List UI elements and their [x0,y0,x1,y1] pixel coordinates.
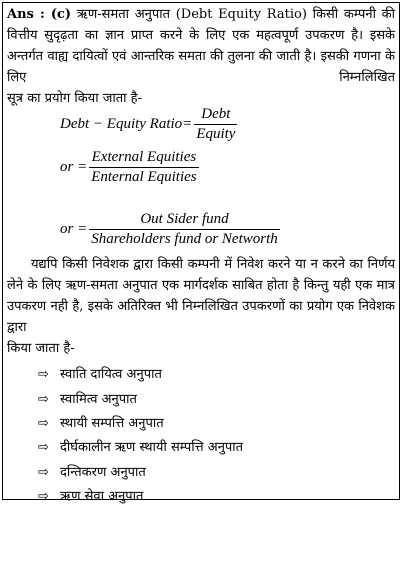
formula-denominator: Equity [196,126,236,142]
body-line: यद्यपि किसी निवेशक द्वारा किसी कम्पनी में निवेश करने या न [31,257,318,272]
formula-lhs: or = [60,159,88,175]
intro-line: समता की तुलना की जाती है। इसकी गणना के लिए निम्नलिखित [7,49,395,85]
formula-lhs: or = [60,221,88,237]
right-arrow-icon: ⇨ [38,489,49,505]
right-arrow-icon: ⇨ [38,440,49,456]
formula-lhs: Debt − Equity Ratio= [60,116,193,132]
formula-denominator: Shareholders fund or Networth [91,231,278,247]
list-item-label: दन्तिकरण अनुपात [60,464,146,480]
body-line: करने का निर्णय लेने के लिए ऋण-समता अनुपात एक मार्गदर्शक [7,257,396,293]
list-item [38,485,243,509]
intro-line: कम्पनी की वित्तीय सुदृढ़ता का ज्ञान प्राप्त करने के लिए एक [7,7,395,43]
list-item-label: स्वाति दायित्व अनुपात [60,367,162,383]
answer-label: Ans : (c) [7,7,72,22]
formula-denominator: Enternal Equities [91,169,197,185]
intro-line: ऋण-समता अनुपात (Debt Equity Ratio) किसी [76,7,339,22]
list-item [38,387,243,411]
intro-line: सूत्र का प्रयोग किया जाता है- [7,91,142,106]
formula-numerator: Out Sider fund [140,211,229,227]
intro-paragraph [7,4,395,109]
list-item [38,363,243,387]
list-item-label: स्थायी सम्पत्ति अनुपात [60,415,164,431]
formula-external-equities [60,149,199,186]
answer-box [2,2,400,505]
list-item [38,436,243,460]
right-arrow-icon: ⇨ [38,464,49,480]
body-line: अतिरिक्त भी निम्नलिखित उपकरणों का प्रयोग एक निवेशक द्वारा [7,299,395,335]
list-item-label: दीर्घकालीन ऋण स्थायी सम्पत्ति अनुपात [60,440,244,456]
body-paragraph [7,254,395,359]
list-item [38,412,243,436]
tools-list [38,363,243,509]
intro-line: महत्वपूर्ण उपकरण है। इसके अन्तर्गत वाह्य दायित्वों एवं आन्तरिक [7,28,395,64]
list-item [38,461,243,485]
formula-debt-equity-ratio [60,106,237,143]
body-line: साबित होता है किन्तु यही एक मात्र उपकरण नही है, इसके [7,278,395,314]
list-item-label: स्वामित्व अनुपात [60,391,137,407]
right-arrow-icon: ⇨ [38,367,49,383]
formula-outsider-fund [60,211,280,248]
formula-numerator: External Equities [91,149,197,165]
right-arrow-icon: ⇨ [38,391,49,407]
formula-numerator: Debt [201,106,231,122]
list-item-label: ऋण सेवा अनुपात [60,489,144,505]
body-line: किया जाता है- [7,341,75,356]
right-arrow-icon: ⇨ [38,415,49,431]
